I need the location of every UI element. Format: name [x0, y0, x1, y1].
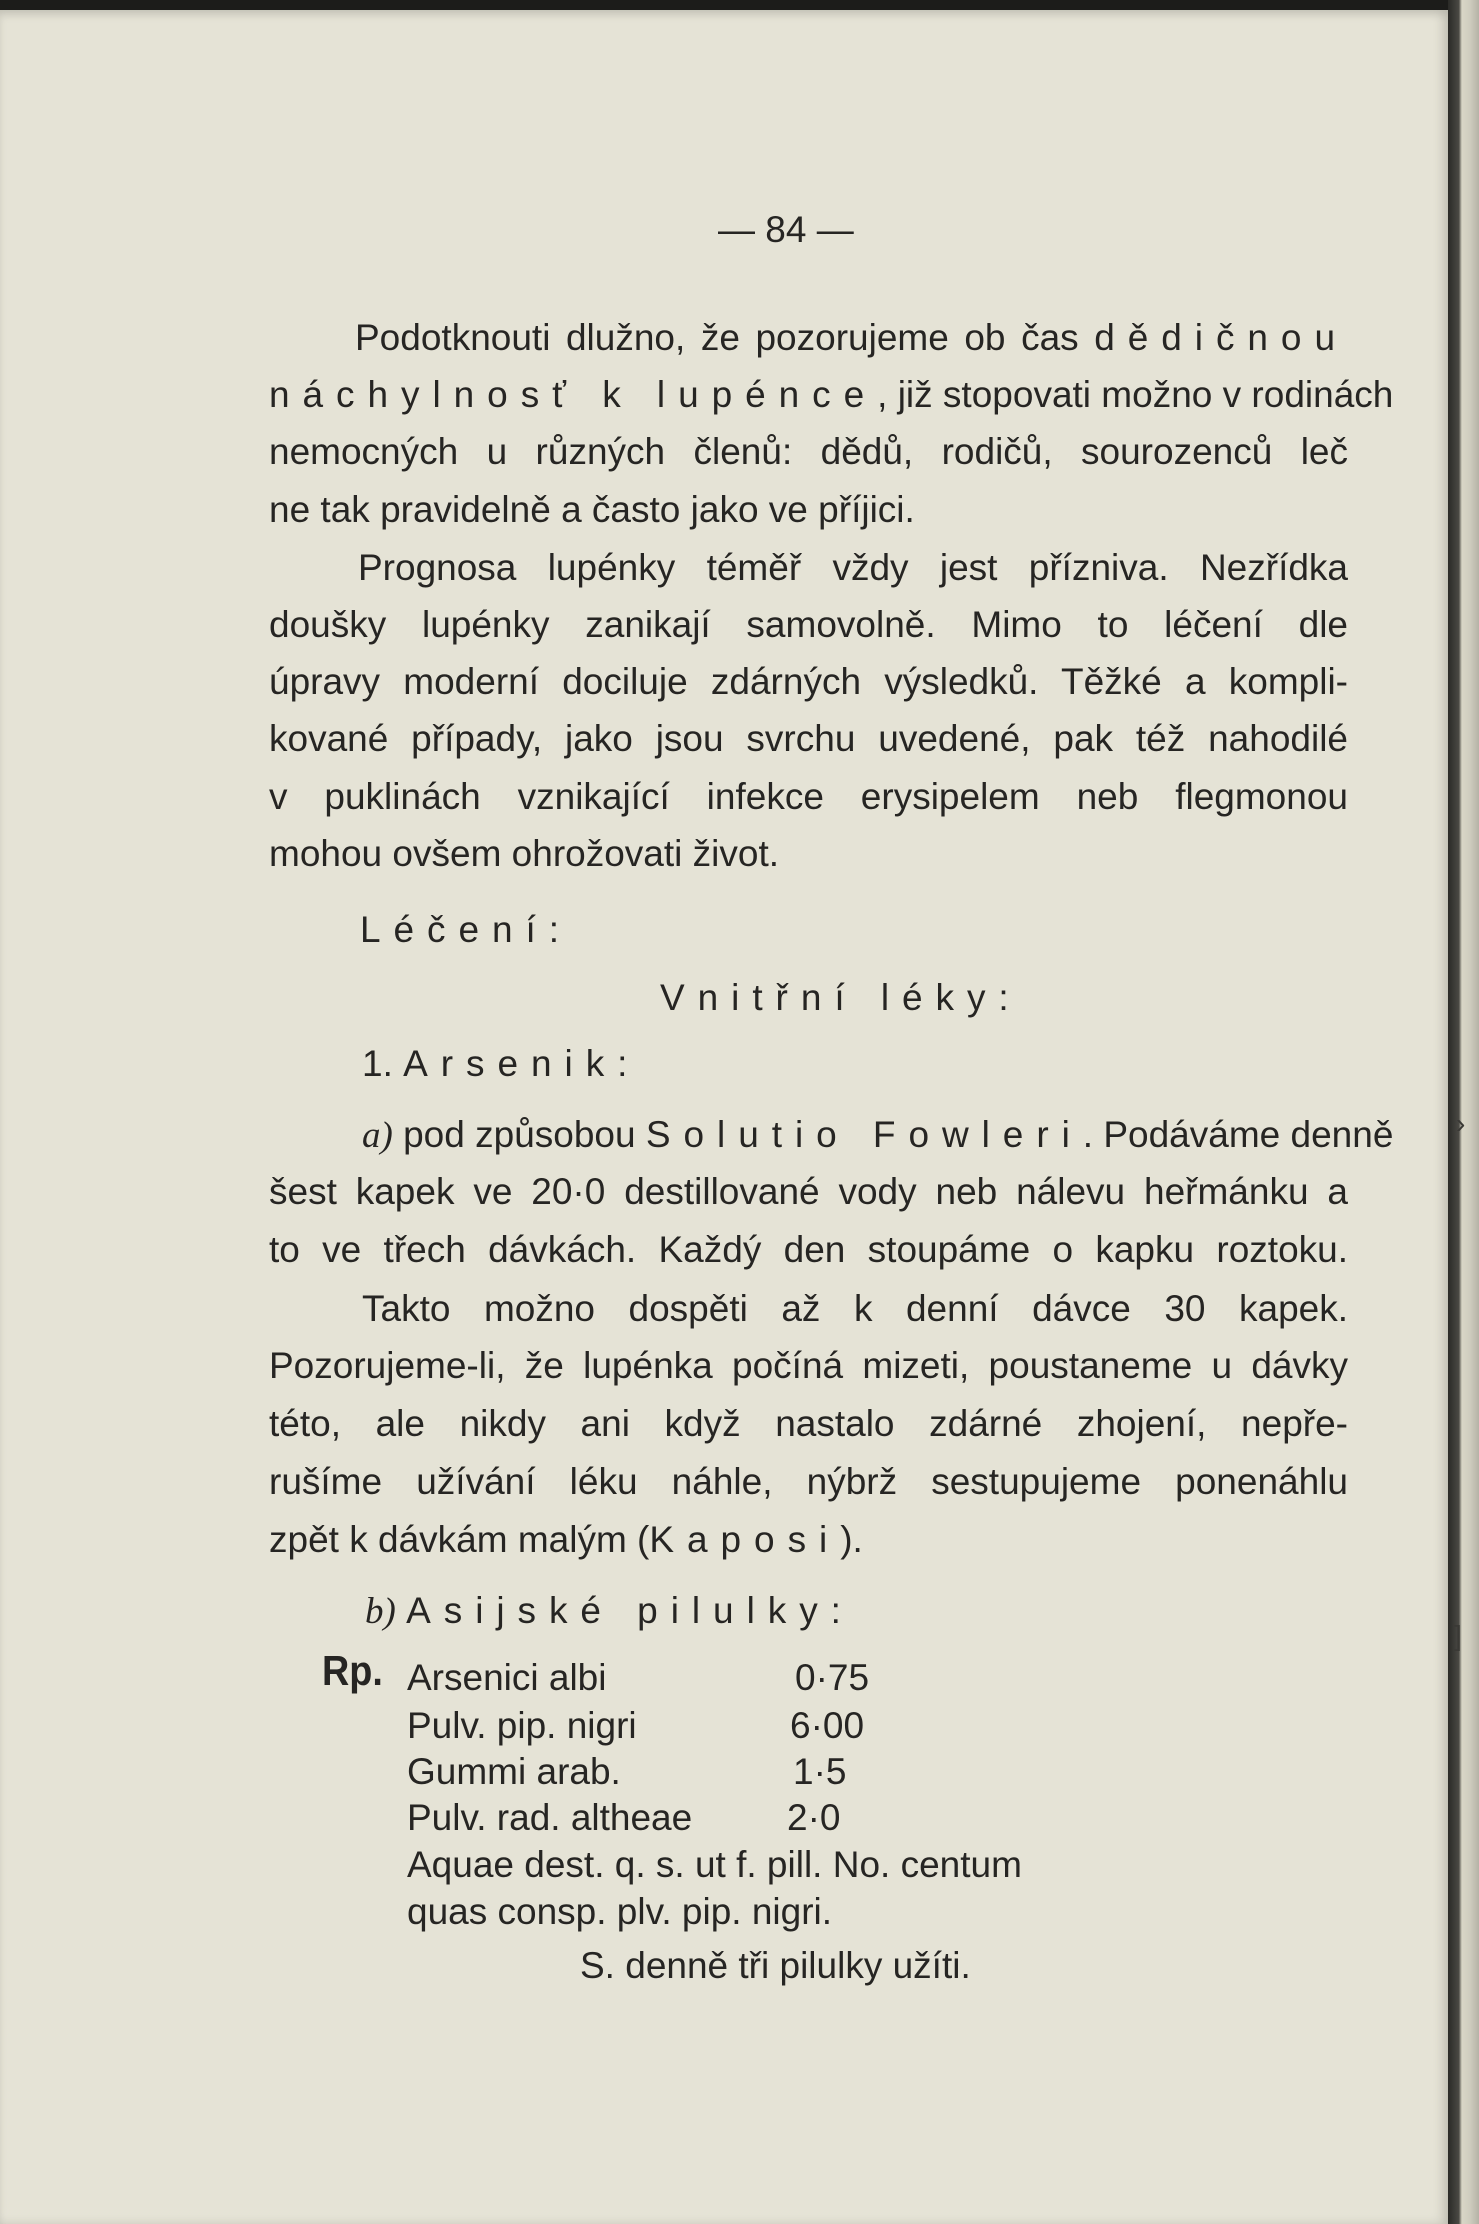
book-page	[0, 10, 1448, 2224]
text-run: zpět k dávkám malým (	[269, 1519, 650, 1560]
rx-item-name: Pulv. rad. altheae	[407, 1797, 693, 1838]
spaced-emphasis: Solutio Fowleri	[645, 1114, 1083, 1155]
rx-item-qty: 2·0	[787, 1797, 841, 1838]
heading-treatment: Léčení:	[360, 909, 573, 950]
paragraph-1-line-3: nemocných u různých členů: dědů, rodičů, sourozenců leč	[269, 431, 1348, 472]
page-edge	[1448, 0, 1479, 2224]
spaced-emphasis: dědičnou	[1094, 317, 1348, 358]
section-b-title: Asijské pilulky:	[406, 1590, 854, 1631]
section-a-line-3: to ve třech dávkách. Každý den stoupáme o kapku roztoku.	[269, 1229, 1348, 1270]
section-b-heading	[365, 1589, 854, 1634]
text-run: Podotknouti dlužno, že pozorujeme ob čas	[355, 317, 1095, 358]
prescription-rp: Rp.	[322, 1647, 383, 1694]
text-run: . Podáváme denně	[1082, 1114, 1394, 1155]
paragraph-2-line-2: doušky lupénky zanikají samovolně. Mimo to léčení dle	[269, 604, 1348, 645]
rx-item-qty: 0·75	[795, 1657, 870, 1698]
section-b-marker: b)	[365, 1591, 396, 1632]
section-a-line-8	[269, 1518, 863, 1562]
section-a-line-7: rušíme užívání léku náhle, nýbrž sestupujeme ponenáhlu	[269, 1461, 1348, 1502]
spaced-emphasis: náchylnosť k lupénce	[269, 374, 878, 415]
heading-arsenik	[362, 1042, 640, 1086]
rx-item-qty: 1·5	[793, 1751, 847, 1792]
section-a-marker: a)	[362, 1115, 393, 1156]
page-number: — 84 —	[718, 209, 854, 250]
paragraph-2-line-5: v puklinách vznikající infekce erysipelem neb flegmonou	[269, 776, 1348, 817]
edge-mark-icon: ›	[1456, 1108, 1466, 1139]
section-a-line-5: Pozorujeme-li, že lupénka počíná mizeti, poustaneme u dávky	[269, 1345, 1348, 1386]
heading-internal-medicines: Vnitřní léky:	[660, 977, 1022, 1018]
text-run: ).	[840, 1519, 863, 1560]
rx-item-qty: 6·00	[790, 1705, 865, 1746]
paragraph-2-line-1: Prognosa lupénky téměř vždy jest přízniva. Nezřídka	[358, 547, 1348, 588]
section-a-line-4: Takto možno dospěti až k denní dávce 30 kapek.	[362, 1288, 1348, 1329]
paragraph-2-line-3: úpravy moderní dociluje zdárných výsledků. Těžké a kompli-	[269, 661, 1348, 702]
rx-instruction-line: Aquae dest. q. s. ut f. pill. No. centum	[407, 1844, 1022, 1885]
text-run: , již stopovati možno v rodinách	[877, 374, 1394, 415]
edge-mark-icon: ]	[1454, 1620, 1462, 1651]
rx-instruction-line: quas consp. plv. pip. nigri.	[407, 1891, 833, 1932]
heading-number: 1.	[362, 1043, 393, 1084]
paragraph-2-line-6: mohou ovšem ohrožovati život.	[269, 833, 780, 874]
spaced-emphasis: Kaposi	[649, 1519, 841, 1560]
section-a-line-1	[362, 1113, 1394, 1158]
rx-item-name: Gummi arab.	[407, 1751, 621, 1792]
paragraph-1-line-2	[269, 373, 1394, 417]
rx-item-name: Pulv. pip. nigri	[407, 1705, 637, 1746]
section-a-line-6: této, ale nikdy ani když nastalo zdárné zhojení, nepře-	[269, 1403, 1348, 1444]
rx-item-name: Arsenici albi	[407, 1657, 607, 1698]
section-a-line-2: šest kapek ve 20·0 destillované vody neb nálevu heřmánku a	[269, 1171, 1348, 1212]
paragraph-1-line-1	[355, 316, 1348, 360]
text-run: pod způsobou	[403, 1114, 646, 1155]
paragraph-2-line-4: kované případy, jako jsou svrchu uvedené, pak též nahodilé	[269, 718, 1348, 759]
paragraph-1-line-4: ne tak pravidelně a často jako ve příjici.	[269, 489, 915, 530]
heading-arsenik-label: Arsenik:	[403, 1043, 641, 1084]
rx-signa: S. denně tři pilulky užíti.	[580, 1945, 971, 1986]
